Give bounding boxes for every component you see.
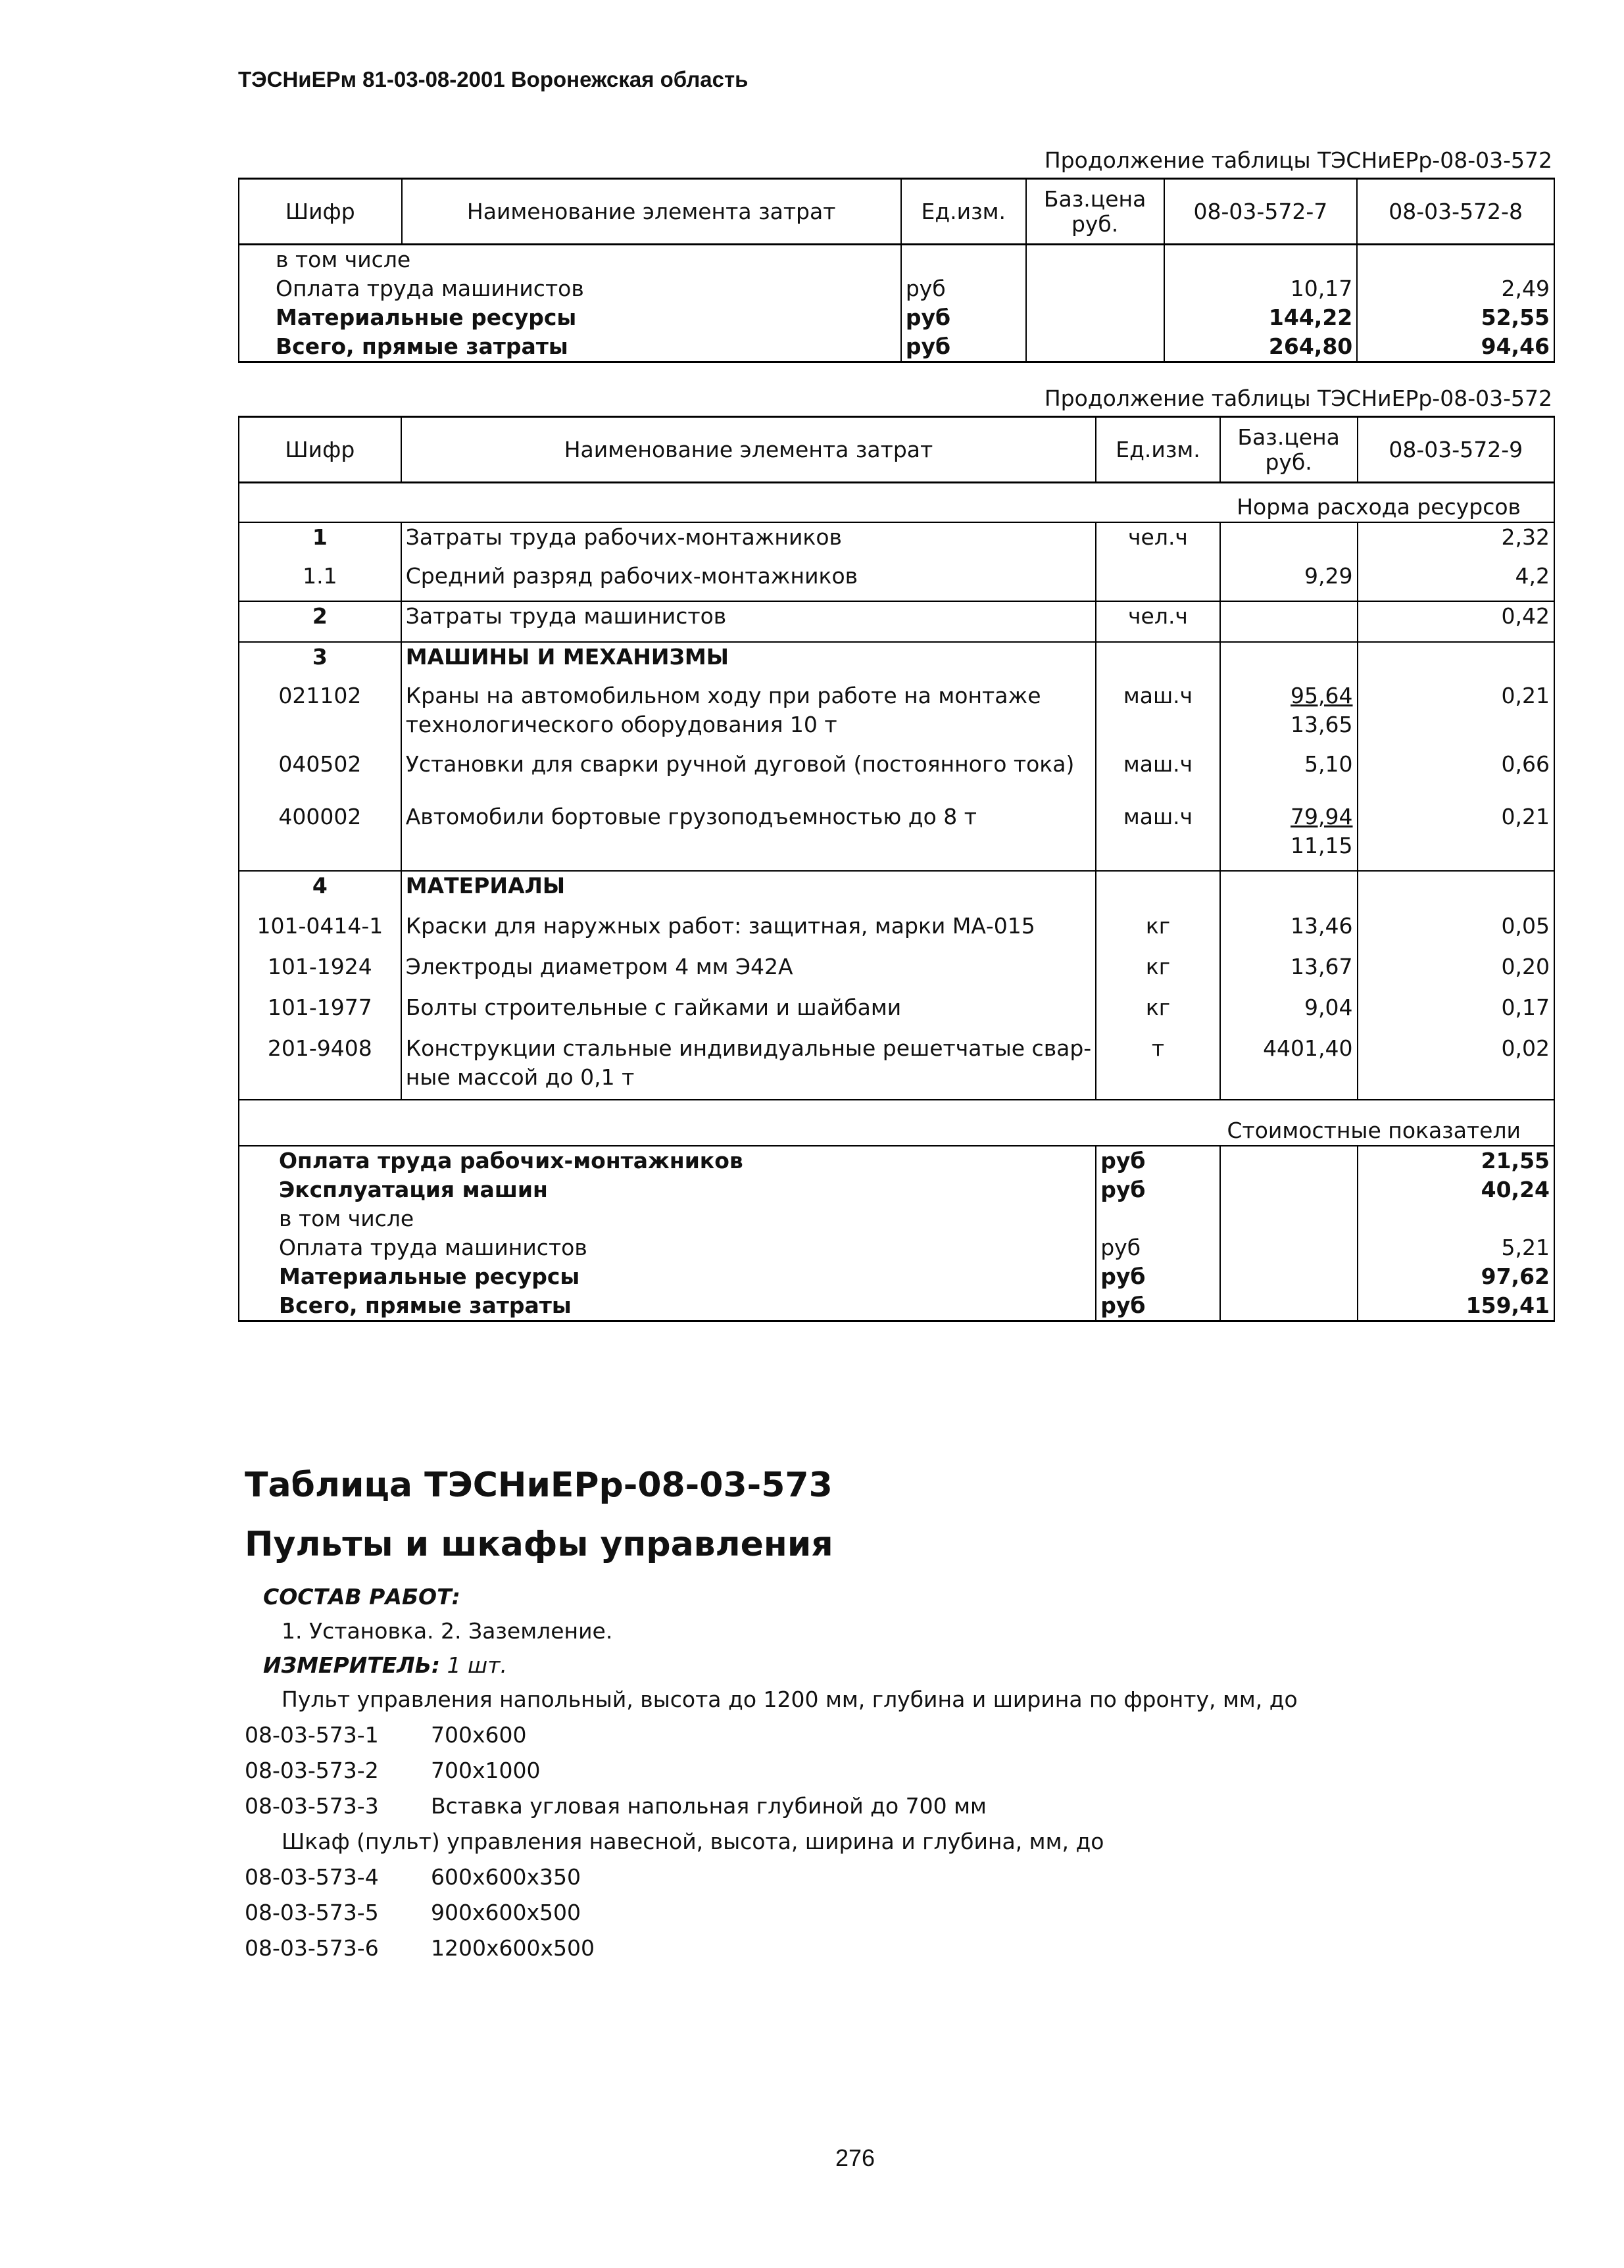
item-desc: 600х600х350 <box>431 1864 581 1890</box>
table-row: 2 Затраты труда машинистов чел.ч 0,42 <box>239 601 1554 642</box>
table-row: 101-1977 Болты строительные с гайками и шайбами кг 9,04 0,17 <box>239 993 1554 1034</box>
section-subtitle: Пульты и шкафы управления <box>245 1525 833 1564</box>
col-unit: Ед.изм. <box>1096 417 1220 483</box>
norm-label-row: Норма расхода ресурсов <box>239 483 1554 522</box>
col-name: Наименование элемента затрат <box>401 417 1096 483</box>
item-code: 08-03-573-5 <box>245 1900 379 1925</box>
table-row: 201-9408 Конструкции стальные индивидуальные решетчатые свар- ные массой до 0,1 т т 4401,40 0,02 <box>239 1034 1554 1100</box>
table-row: Эксплуатация машин руб 40,24 <box>239 1175 1554 1204</box>
item-desc: 900х600х500 <box>431 1900 581 1925</box>
item-code: 08-03-573-2 <box>245 1758 379 1783</box>
table-row: Всего, прямые затраты руб 264,80 94,46 <box>239 332 1554 362</box>
page-number: 276 <box>835 2144 875 2171</box>
table-row: 400002 Автомобили бортовые грузоподъемностью до 8 т маш.ч 79,94 11,15 0,21 <box>239 802 1554 871</box>
item-desc: Вставка угловая напольная глубиной до 700 мм <box>431 1793 987 1819</box>
col-code: Шифр <box>239 179 402 245</box>
item-code: 08-03-573-3 <box>245 1793 379 1819</box>
running-header: ТЭСНиЕРм 81-03-08-2001 Воронежская область <box>238 67 749 91</box>
table-row: 101-1924 Электроды диаметром 4 мм Э42А кг 13,67 0,20 <box>239 952 1554 993</box>
col-price: Баз.цена руб. <box>1026 179 1164 245</box>
meter-line <box>263 1652 507 1678</box>
item-code: 08-03-573-1 <box>245 1722 379 1748</box>
table2-continuation: Продолжение таблицы ТЭСНиЕРр-08-03-572 <box>1044 385 1552 411</box>
item-desc: 1200х600х500 <box>431 1935 595 1961</box>
group1-heading: Пульт управления напольный, высота до 1200 мм, глубина и ширина по фронту, мм, до <box>282 1687 1298 1712</box>
col-v1: 08-03-572-7 <box>1164 179 1358 245</box>
col-code: Шифр <box>239 417 401 483</box>
table-row: 1.1 Средний разряд рабочих-монтажников 9,29 4,2 <box>239 562 1554 601</box>
group2-heading: Шкаф (пульт) управления навесной, высота, ширина и глубина, мм, до <box>282 1829 1104 1854</box>
meter-value: 1 шт. <box>447 1652 507 1678</box>
table-row: Оплата труда машинистов руб 10,17 2,49 <box>239 274 1554 303</box>
col-value: 08-03-572-9 <box>1358 417 1554 483</box>
col-name: Наименование элемента затрат <box>402 179 901 245</box>
table-row: Материальные ресурсы руб 144,22 52,55 <box>239 303 1554 332</box>
table-row: в том числе <box>239 245 1554 275</box>
table-row: 1 Затраты труда рабочих-монтажников чел.ч 2,32 <box>239 522 1554 562</box>
table-row: Всего, прямые затраты руб 159,41 <box>239 1291 1554 1321</box>
work-text: 1. Установка. 2. Заземление. <box>282 1618 613 1644</box>
table1-continuation: Продолжение таблицы ТЭСНиЕРр-08-03-572 <box>1044 147 1552 173</box>
col-price: Баз.цена руб. <box>1220 417 1358 483</box>
table2 <box>238 416 1555 1322</box>
item-desc: 700х1000 <box>431 1758 541 1783</box>
item-code: 08-03-573-4 <box>245 1864 379 1890</box>
table-row: Материальные ресурсы руб 97,62 <box>239 1262 1554 1291</box>
table-row: в том числе <box>239 1204 1554 1233</box>
col-unit: Ед.изм. <box>901 179 1026 245</box>
table-row: 101-0414-1 Краски для наружных работ: защитная, марки МА-015 кг 13,46 0,05 <box>239 912 1554 952</box>
table-row: 021102 Краны на автомобильном ходу при работе на монтаже технологического оборудования 10 т маш.ч 95,64 13,65 0,21 <box>239 681 1554 750</box>
group-row-machines: 3 МАШИНЫ И МЕХАНИЗМЫ <box>239 642 1554 681</box>
table-row: Оплата труда рабочих-монтажников руб 21,55 <box>239 1146 1554 1175</box>
work-label: СОСТАВ РАБОТ: <box>263 1584 460 1610</box>
meter-label: ИЗМЕРИТЕЛЬ: <box>263 1652 441 1678</box>
item-desc: 700х600 <box>431 1722 527 1748</box>
table-row: Оплата труда машинистов руб 5,21 <box>239 1233 1554 1262</box>
item-code: 08-03-573-6 <box>245 1935 379 1961</box>
group-row-materials: 4 МАТЕРИАЛЫ <box>239 871 1554 912</box>
col-v2: 08-03-572-8 <box>1357 179 1554 245</box>
cost-label-row: Стоимостные показатели <box>239 1100 1554 1146</box>
table1 <box>238 178 1555 363</box>
table-row: 040502 Установки для сварки ручной дуговой (постоянного тока) маш.ч 5,10 0,66 <box>239 750 1554 802</box>
section-title: Таблица ТЭСНиЕРр-08-03-573 <box>245 1466 833 1505</box>
